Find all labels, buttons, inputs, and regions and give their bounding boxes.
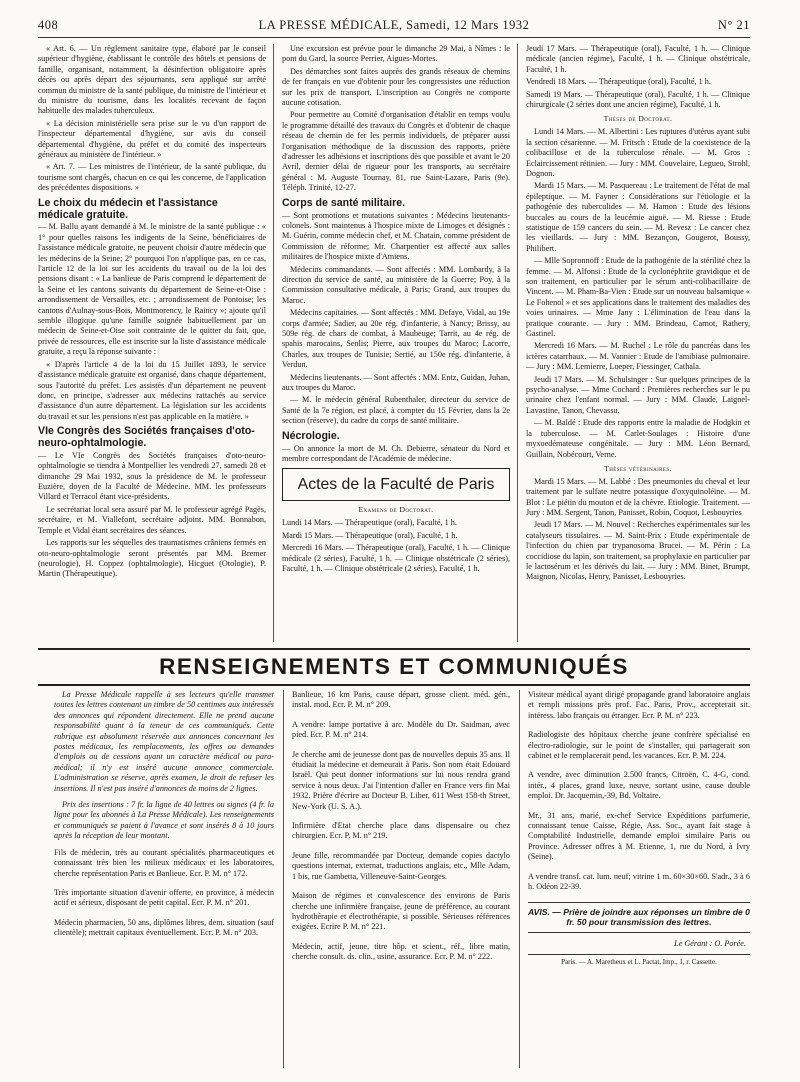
paragraph: Mercredi 16 Mars. — Thérapeutique (oral), Faculté, 1 h. — Clinique médicale (2 séries), Faculté, 1 h. — Clinique obstétricale (2 séries), Faculté, 1 h. — Clinique obstétricale (2 séries), Faculté, 1 h.: [282, 543, 510, 573]
classifieds-column-2: [292, 690, 510, 1068]
paragraph: Mercredi 16 Mars. — M. Ruchel : Le rôle du pancréas dans les ictères catarrhaux. — M. Vannier : Etude de l'amibiase pulmonaire. — Jury : MM. Lemierre, Loeper, Fiessinger, Cathala.: [526, 341, 750, 372]
thesis-heading: Thèses de Doctorat.: [603, 114, 673, 124]
classified-ad: Très importante situation d'avenir offerte, en province, à médecin actif et sérieux, disposant de petit capital. Ecr. P. M. n° 201.: [54, 887, 274, 908]
paragraph: « Art. 7. — Les ministres de l'intérieur, de la santé publique, du tourisme sont chargés, chacun en ce qui les concerne, de l'application des précédentes dispositions. »: [38, 162, 266, 193]
paragraph: « Art. 6. — Un règlement sanitaire type, élaboré par le conseil supérieur d'hygiène, établissant le contrôle des hôtels et pensions de famille, organisant, notamment, la désinfection obligatoire après décès ou après départ des séjournants, sera appliqué sur arrêté commun du ministre de la santé publique, du ministre de l'intérieur et du ministre du tourisme, dans les localités recevant de façon habituelle des malades tuberculeux.: [38, 44, 266, 116]
classified-ad: A vendre transf. cat. lum. neuf; vitrine 1 m. 60×30×60. S'adr., 3 à 6 h. Odéon 22-39.: [528, 871, 750, 892]
paragraph: Jeudi 17 Mars. — M. Schulsinger : Sur quelques principes de la psycho-analyse. — Mme Cochard : Premières recherches sur le pu urinaire chez l'enfant normal. — Jury : MM. Claude, Laignel-Lavastine, Tanon, Chevassu.: [526, 374, 750, 415]
classified-ad: Médecin, actif, jeune, titre hôp. et scient., réf., libre matin, cherche consult. ds. clin., usine, assurance. Ecr. P. M. n° 222.: [292, 941, 510, 962]
paragraph: Le secrétariat local sera assuré par M. le professeur agrégé Pagès, secrétaire, et M. Viallefont, secrétaire adjoint. MM. Bonnabon, Temple et Vidal étant secrétaires des séances.: [38, 504, 266, 535]
header-rule: [38, 37, 750, 38]
paragraph: Jeudi 17 Mars. — M. Nouvel : Recherches expérimentales sur les catalyseurs tissulaires. — M. Saint-Prix : Etude expérimentale de l'infection du chien par trypanosoma Brucei. — M. Périn : La coccidiose du lapin, son traitement, sa prophylaxie en particulier par le lactosérum et les dérivés du lait. — Jury : MM. Binet, Brumpt, Maignon, Nicolas, Henry, Panisset, Lesbouyries.: [526, 520, 750, 582]
exam-heading: Examens de Doctorat.: [358, 505, 434, 515]
column-divider: [517, 44, 518, 642]
page-number: 408: [38, 18, 59, 32]
classified-ad: Banlieue, 16 km Paris, cause départ, grosse client. méd. gén., instal. mod. Ecr. P. M. n° 209.: [292, 690, 510, 710]
running-header: [38, 18, 750, 34]
issue-number: N° 21: [717, 18, 750, 32]
avis-box: AVIS. — Prière de joindre aux réponses un timbre de 0 fr. 50 pour transmission des lettres.: [528, 902, 750, 934]
column-2: [282, 44, 510, 642]
column-divider: [519, 690, 520, 1068]
paragraph: Mardi 15 Mars. — M. Pasquereau : Le traitement de l'état de mal épileptique. — M. Fayner : Considérations sur l'étiologie et la pathogénie des tuberculides — M. Hamon : Etude des lésions buccales au cours de la leucémie aiguë. — M. Riesse : Etude statistique de 159 cancers du sein. — M. Revesz : Le cancer chez les vieillards. — Jury : MM. Bezançon, Gougerot, Boussy, Philibert.: [526, 181, 750, 253]
section-band: [38, 648, 750, 686]
article-heading: Corps de santé militaire.: [282, 196, 406, 209]
classifieds-column-3: [528, 690, 750, 1074]
paragraph: « D'après l'article 4 de la loi du 15 Juillet 1893, le service d'assistance médicale gratuite est organisé, dans chaque département, sous l'autorité du préfet. Les assistés d'un département ne peuvent donc, en principe, s'adresser aux médecins rattachés au service d'assistance d'un autre département. La législation sur les accidents du travail et sur les pensions n'est pas applicable en la matière. »: [38, 359, 266, 421]
classified-ad: Infirmière d'Etat cherche place dans dispensaire ou chez chirurgien. Ecr. P. M. n° 219.: [292, 821, 510, 841]
column-divider: [283, 690, 284, 1068]
paragraph: Pour permettre au Comité d'organisation d'établir en temps voulu le programme détaillé des travaux du Congrès et d'obtenir de chaque réseau de chemin de fer les permis individuels, de préparer aussi l'organisation méthodique de la discussion des rapports, prière d'adresser les adhésions et inscriptions dès que possible et avant le 20 Avril, dernier délai de rigueur pour les transports, au secrétaire général : M. Auguste Tournay, 81, rue Saint-Lazare, Paris (9e). Téléph. Trinité, 12-27.: [282, 110, 510, 193]
classifieds-column-1: [54, 690, 274, 1068]
paragraph: Samedi 19 Mars. — Thérapeutique (oral), Faculté, 1 h. — Clinique chirurgicale (2 séries dont une ancien régime), Faculté, 1 h.: [526, 89, 750, 110]
classified-ad: Mr., 31 ans, marié, ex-chef Service Expéditions parfumerie, connaissant tenue Caisse, Régie, Ass. Soc., ayant fait stage à Comptabilité Industrielle, demande emploi similaire Paris ou Province. Adresser offres à M. Etienne, 1, rue du Nord, à Ivry (Seine).: [528, 810, 750, 862]
paragraph: — M. Ballu ayant demandé à M. le ministre de la santé publique : « 1° pour quelles raisons les indigents de la Seine, bénéficiaires de l'assistance médicale gratuite, ne peuvent choisir d'autre médecin que les médecins de la Seine; 2° pourquoi l'on n'applique pas, en ce cas, l'article 12 de la loi sur les accidents du travail ou de la loi des pensions disant : « La banlieue de Paris comprend le département de la Seine et les cantons suivants du département de Seine-et-Oise : arrondissement de Versailles, etc. ; arrondissement de Pontoise; les cantons d'Aulnay-sous-Bois, Montmorency, le Raincy »; ajoute qu'il semble illogique qu'une famille soignée habituellement par un médecin de Seine-et-Oise soit contrainte de le quitter du fait, que, privée de ressources, elle est inscrite sur la liste d'assistance médicale gratuite, a reçu la réponse suivante :: [38, 222, 266, 357]
prices-paragraph: Prix des insertions : 7 fr. la ligne de 40 lettres ou signes (4 fr. la ligne pour les abonnés à La Presse Médicale). Les renseignements et communiqués se paient à l'avance et sont insérés 8 à 10 jours après la réception de leur montant.: [54, 800, 274, 841]
column-divider: [273, 44, 274, 642]
paragraph: — Sont promotions et mutations suivantes : Médecins lieutenants-colonels. Sont maintenus à l'hospice mixte de Limoges et désignés : M. Guérin, comme médecin chef, et M. Chatain, comme président de Commission de réforme; Mr. Charpentier est affecté aux salles militaires de l'hospice mixte d'Amiens.: [282, 210, 510, 262]
notice-paragraph: La Presse Médicale rappelle à ses lecteurs qu'elle transmet toutes les lettres contenant un timbre de 50 centimes aux intéressés des annonces qui répondent directement. Elle ne prend aucune responsabilité quant à la teneur de ces communiqués. Cette rubrique est absolument réservée aux annonces concernant les postes médicaux, les remplacements, les offres ou demandes d'emplois ou de cessions ayant un caractère médical ou para-médical; il n'y est inséré aucune annonce commerciale. L'administration se réserve, après examen, le droit de refuser les insertions. Il n'est pas inséré d'annonces de moins de 2 lignes.: [54, 690, 274, 793]
paragraph: — M. le médecin général Rubenthaler, directeur du service de Santé de la 7e région, est placé, à compter du 15 Février, dans la 2e section (réserve), du cadre du corps de santé militaire.: [282, 395, 510, 426]
column-3: [526, 44, 750, 642]
paragraph: Lundi 14 Mars. — M. Albertini : Les ruptures d'utérus ayant subi la section césarienne. — M. Fritsch : Etude de la coexistence de la colibacillose et de la tuberculose rénale. — M. Gros : Eclaircissement rétinien. — Jury : MM. Couvelaire, Legueu, Strohl, Dognon.: [526, 127, 750, 178]
paragraph: Les rapports sur les séquelles des traumatismes crâniens fermés en oto-neuro-ophtalmologie seront présentés par MM. Bremer (neurologie), H. Coppez (ophtalmologie), Hicguet (Otologie), P. Martin (Thérapeutique).: [38, 538, 266, 579]
paragraph: Des démarches sont faites auprès des grands réseaux de chemins de fer français en vue d'obtenir pour les congressistes une réduction sur les prix de transport. L'inscription au Congrès ne comporte aucune cotisation.: [282, 66, 510, 108]
classified-ad: A vendre, avec diminution 2.500 francs, Citroën, C. 4-G, cond. intér., 4 places, grand luxe, neuve, sortant usine, cause double emploi. Dr. Jacquemin,-39, Bd. Voltaire.: [528, 770, 750, 801]
paragraph: — M. Baldé : Etude des rapports entre la maladie de Hodgkin et la tuberculose. — M. Carlet-Soulages : Histoire d'une myxoedémateuse congénitale. — Jury : MM. Léon Bernard, Guillain, Nobécourt, Verne.: [526, 418, 750, 459]
section-title: RENSEIGNEMENTS ET COMMUNIQUÉS: [159, 654, 629, 679]
paragraph: Mardi 15 Mars. — M. Labbé : Des pneumonies du cheval et leur traitement par le sulfate neutre potassique d'oxyquinoléine. — M. Blot : Le piétin du mouton et de la chèvre. Etiologie. Traitement. — Jury : MM. Sergent, Tanon, Panisset, Robin, Coquot, Lesbouyries: [526, 476, 750, 518]
paragraph: Médecins lieutenants. — Sont affectés : MM. Entz, Guidan, Juhan, aux troupes du Maroc.: [282, 372, 510, 393]
classified-ad: Médecin pharmacien, 50 ans, diplômes libres, dem. situation (sauf clientèle); mettrait capitaux éventuellement. Ecr. P. M. n° 203.: [54, 917, 274, 938]
paragraph: — Le VIe Congrès des Sociétés françaises d'oto-neuro-ophtalmologie se tiendra à Montpellier les vendredi 27, samedi 28 et dimanche 29 Mai 1932, sous la présidence de M. le professeur Euzière, doyen de la Faculté de Médecine. MM. les professeurs Villard et Terracol étant vice-présidents.: [38, 450, 266, 502]
paragraph: Mardi 15 Mars. — Thérapeutique (oral), Faculté, 1 h.: [282, 530, 458, 540]
paragraph: Lundi 14 Mars. — Thérapeutique (oral), Faculté, 1 h.: [282, 518, 457, 528]
vet-thesis-heading: Thèses vétérinaires.: [604, 463, 672, 473]
journal-title: LA PRESSE MÉDICALE, Samedi, 12 Mars 1932: [258, 18, 530, 32]
faculty-box: [282, 468, 510, 501]
paragraph: Médecins capitaines. — Sont affectés : MM. Defaye, Vidal, au 19e corps d'armée; Sadier, au 20e rég. d'infanterie, à Nancy; Brissy, au 509e rég. de chars de combat, à Maubeuge; Tarrit, au 4e rég. de spahis marocains, Senlis; Pierre, aux troupes du Maroc; Lacorre, Charles, aux troupes de Tunisie; Sertié, au 150e rég. d'infanterie, à Verdun.: [282, 308, 510, 370]
classified-ad: Maison de régimes et convalescence des environs de Paris cherche une infirmière française, jeune de préférence, au courant hydrothérapie et électrothérapie, si possible. Sérieuses références exigées. Ecrire P. M. n° 221.: [292, 891, 510, 932]
article-heading: Nécrologie.: [282, 429, 340, 442]
paragraph: Jeudi 17 Mars. — Thérapeutique (oral), Faculté, 1 h. — Clinique médicale (ancien régime), Faculté, 1 h. — Clinique obstétricale, Faculté, 1 h.: [526, 44, 750, 74]
paragraph: Médecins commandants. — Sont affectés : MM. Lombardy, à la direction du service de santé, au ministère de la Guerre; Poy, à la Commission consultative médicale, à Paris; Grand, aux troupes du Maroc.: [282, 264, 510, 305]
paragraph: Une excursion est prévue pour le dimanche 29 Mai, à Nîmes : le pont du Gard, la source Perrier, Aigues-Mortes.: [282, 44, 510, 64]
classified-ad: Radiologiste des hôpitaux cherche jeune confrère spécialisé en électro-radiologie, sur le point de s'installer, qui partagerait son cabinet et le remplacerait pend. les vacances. Ecr. P. M. 224.: [528, 730, 750, 761]
faculty-box-title: Actes de la Faculté de Paris: [297, 476, 495, 494]
paragraph: — Mlle Sopronnoff : Etude de la pathogénie de la stérilité chez la femme. — M. Alfonsi : Etude de la cyclonéphrite gravidique et de son traitement, en particulier par le sérum anti-colibacillaire de Vincent. — M. Pham-Ba-Vien : Etude sur un nouveau balsamique « Le Fohenol » et ses applications dans le traitement des maladies des voies urinaires. — Mme Jany : L'élimination de l'eau dans la pratique courante. — Jury : MM. Brindeau, Carnot, Rathery, Gastinel.: [526, 256, 750, 339]
printer-imprint: Paris. — A. Maretheux et L. Pactat, Imp., 1, r. Cassette.: [528, 954, 750, 967]
paragraph: — On annonce la mort de M. Ch. Debierre, sénateur du Nord et membre correspondant de l'Académie de médecine.: [282, 443, 510, 463]
article-heading: VIe Congrès des Sociétés françaises d'oto-neuro-ophtalmologie.: [38, 425, 255, 449]
manager-signature: Le Gérant : O. Porée.: [674, 939, 746, 949]
classified-ad: Je cherche ami de jeunesse dont pas de nouvelles depuis 35 ans. Il étudiait la médecine et demeurait à Paris. Son nom était Edouard Israël. Qui peut donner informations sur lui nous rendra grand service à nous deux. J'ai l'intention d'aller en France vers fin Mai 1932. Prière d'écrire au Docteur B. Liber, 611 West 158-th Street, New-York (U. S. A.).: [292, 749, 510, 811]
paragraph: « La décision ministérielle sera prise sur le vu d'un rapport de l'inspecteur départemental d'hygiène, sur avis du conseil départemental d'hygiène, du préfet et du comité des inspecteurs généraux au ministère de l'intérieur. »: [38, 118, 266, 160]
paragraph: Vendredi 18 Mars. — Thérapeutique (oral), Faculté, 1 h.: [526, 77, 711, 87]
classified-ad: A vendre: lampe portative à arc. Modèle du Dr. Saidman, avec pied. Ecr. P. M. n° 214.: [292, 719, 510, 740]
classified-ad: Fils de médecin, très au courant spécialités pharmaceutiques et connaissant très bien les milieux médicaux et les laboratoires, cherche représentation Paris et Banlieue. Ecr. P. M. n° 172.: [54, 847, 274, 878]
classified-ad: Visiteur médical ayant dirigé propagande grand laboratoire anglais et rempli missions près prof. Fac. Paris, Prov., accepterait sit. intéress. labo français ou étranger. Ecr. P. M. n° 223.: [528, 690, 750, 720]
article-heading: Le choix du médecin et l'assistance médicale gratuite.: [38, 196, 218, 221]
classified-ad: Jeune fille, recommandée par Docteur, demande copies dactylo questions internat, externat, traductions anglais, etc., Mlle Adam, 1 bis, rue Gambetta, Villeneuve-Saint-Georges.: [292, 850, 510, 881]
column-1: [38, 44, 266, 642]
